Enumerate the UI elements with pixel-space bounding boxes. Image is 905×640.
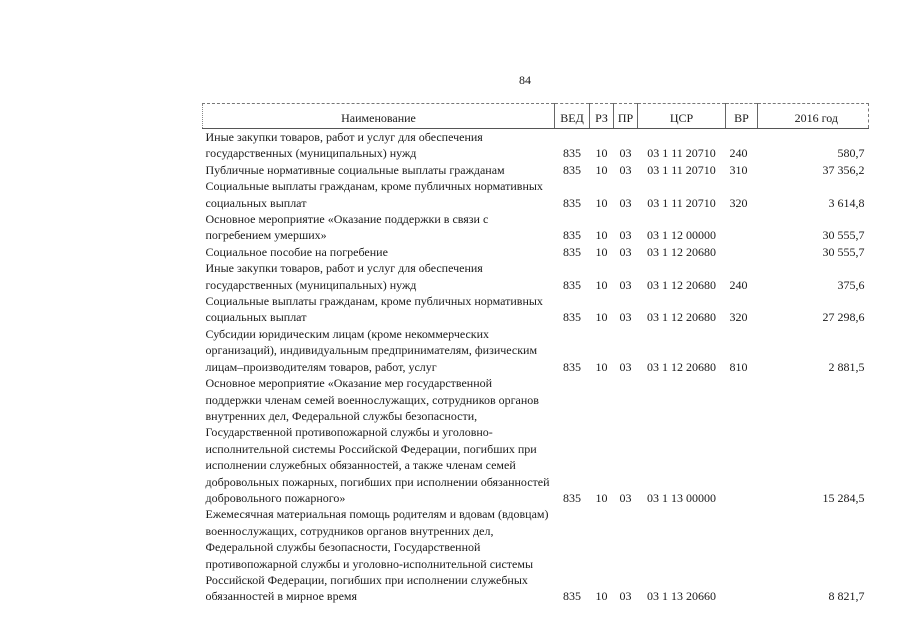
cell-rz: 10 [595, 228, 608, 243]
table-row [203, 506, 869, 604]
cell-csr: 03 1 13 20660 [647, 589, 716, 604]
cell-ved: 835 [563, 228, 581, 243]
cell-sum: 8 821,7 [828, 589, 865, 604]
cell-vr: 320 [729, 310, 748, 325]
cell-sum: 30 555,7 [822, 244, 865, 259]
cell-vr [726, 375, 758, 506]
table-row [203, 375, 869, 506]
cell-name: Социальное пособие на погребение [205, 244, 388, 259]
table-header-row [203, 104, 869, 129]
cell-rz: 10 [595, 277, 608, 292]
cell-csr: 03 1 12 20680 [647, 359, 716, 374]
cell-pr: 03 [619, 359, 632, 374]
table-row [203, 129, 869, 162]
table-body [203, 129, 869, 605]
cell-vr [726, 211, 758, 244]
cell-vr [726, 506, 758, 604]
cell-csr: 03 1 12 20680 [647, 244, 716, 259]
cell-ved: 835 [563, 277, 581, 292]
cell-name: Основное мероприятие «Оказание мер государственной поддержки членам семей военнослужащих, сотрудников органов внутренних дел, Федеральной службы безопасности, Государственной противопожарной службы и уголовно-исполнительной системы Российской Федерации, погибших при исполнении служебных обязанностей, а также членам семей добровольных пожарных, погибших при исполнении обязанностей добровольного пожарного» [205, 376, 550, 505]
cell-name: Социальные выплаты гражданам, кроме публичных нормативных социальных выплат [205, 179, 543, 210]
cell-pr: 03 [619, 277, 632, 292]
table-row [203, 260, 869, 293]
cell-name: Ежемесячная материальная помощь родителям и вдовам (вдовцам) военнослужащих, сотрудников органов внутренних дел, Федеральной службы безопасности, Государственной противопожарной службы и уголовно-исполнительной системы Российской Федерации, погибших при исполнении служебных обязанностей в мирное время [205, 507, 549, 604]
cell-sum: 37 356,2 [822, 162, 865, 177]
cell-ved: 835 [563, 146, 581, 161]
cell-pr: 03 [619, 146, 632, 161]
cell-sum: 580,7 [837, 146, 865, 161]
page-number: 84 [519, 73, 531, 87]
cell-pr: 03 [619, 589, 632, 604]
cell-pr: 03 [619, 244, 632, 259]
cell-name: Субсидии юридическим лицам (кроме некоммерческих организаций), индивидуальным предпринимателям, физическим лицам–производителям товаров, работ, услуг [205, 326, 538, 374]
cell-pr: 03 [619, 162, 632, 177]
budget-table [202, 103, 869, 605]
cell-pr: 03 [619, 490, 632, 505]
cell-csr: 03 1 11 20710 [647, 146, 716, 161]
cell-pr: 03 [619, 228, 632, 243]
cell-csr: 03 1 12 00000 [647, 228, 716, 243]
cell-rz: 10 [595, 359, 608, 374]
cell-sum: 3 614,8 [828, 195, 865, 210]
cell-sum: 30 555,7 [822, 228, 865, 243]
header-pr: ПР [614, 104, 638, 129]
cell-ved: 835 [563, 359, 581, 374]
table-row [203, 244, 869, 260]
table-row [203, 178, 869, 211]
cell-sum: 2 881,5 [828, 359, 865, 374]
budget-table-container [202, 103, 868, 605]
cell-csr: 03 1 11 20710 [647, 195, 716, 210]
header-ved: ВЕД [555, 104, 590, 129]
cell-rz: 10 [595, 195, 608, 210]
cell-csr: 03 1 11 20710 [647, 162, 716, 177]
cell-sum: 375,6 [837, 277, 865, 292]
header-name: Наименование [203, 104, 555, 129]
header-csr: ЦСР [638, 104, 726, 129]
cell-name: Основное мероприятие «Оказание поддержки в связи с погребением умерших» [205, 212, 489, 243]
cell-ved: 835 [563, 244, 581, 259]
cell-name: Иные закупки товаров, работ и услуг для обеспечения государственных (муниципальных) нужд [205, 261, 483, 292]
cell-name: Социальные выплаты гражданам, кроме публичных нормативных социальных выплат [205, 294, 543, 325]
cell-rz: 10 [595, 310, 608, 325]
cell-sum: 27 298,6 [822, 310, 865, 325]
header-vr: ВР [726, 104, 758, 129]
cell-name: Иные закупки товаров, работ и услуг для обеспечения государственных (муниципальных) нужд [205, 130, 483, 161]
cell-vr [726, 244, 758, 260]
cell-name: Публичные нормативные социальные выплаты гражданам [205, 162, 505, 177]
cell-ved: 835 [563, 162, 581, 177]
cell-vr: 240 [729, 146, 748, 161]
table-row [203, 162, 869, 178]
cell-rz: 10 [595, 162, 608, 177]
cell-rz: 10 [595, 490, 608, 505]
header-rz: РЗ [590, 104, 614, 129]
cell-vr: 810 [729, 359, 748, 374]
cell-rz: 10 [595, 589, 608, 604]
cell-csr: 03 1 12 20680 [647, 277, 716, 292]
cell-csr: 03 1 13 00000 [647, 490, 716, 505]
cell-pr: 03 [619, 310, 632, 325]
cell-vr: 310 [729, 162, 748, 177]
table-row [203, 211, 869, 244]
cell-rz: 10 [595, 146, 608, 161]
cell-csr: 03 1 12 20680 [647, 310, 716, 325]
cell-sum: 15 284,5 [822, 490, 865, 505]
cell-vr: 320 [729, 195, 748, 210]
cell-ved: 835 [563, 195, 581, 210]
cell-ved: 835 [563, 490, 581, 505]
cell-ved: 835 [563, 589, 581, 604]
cell-ved: 835 [563, 310, 581, 325]
cell-pr: 03 [619, 195, 632, 210]
cell-rz: 10 [595, 244, 608, 259]
table-row [203, 326, 869, 375]
cell-vr: 240 [729, 277, 748, 292]
table-row [203, 293, 869, 326]
header-sum: 2016 год [758, 104, 869, 129]
